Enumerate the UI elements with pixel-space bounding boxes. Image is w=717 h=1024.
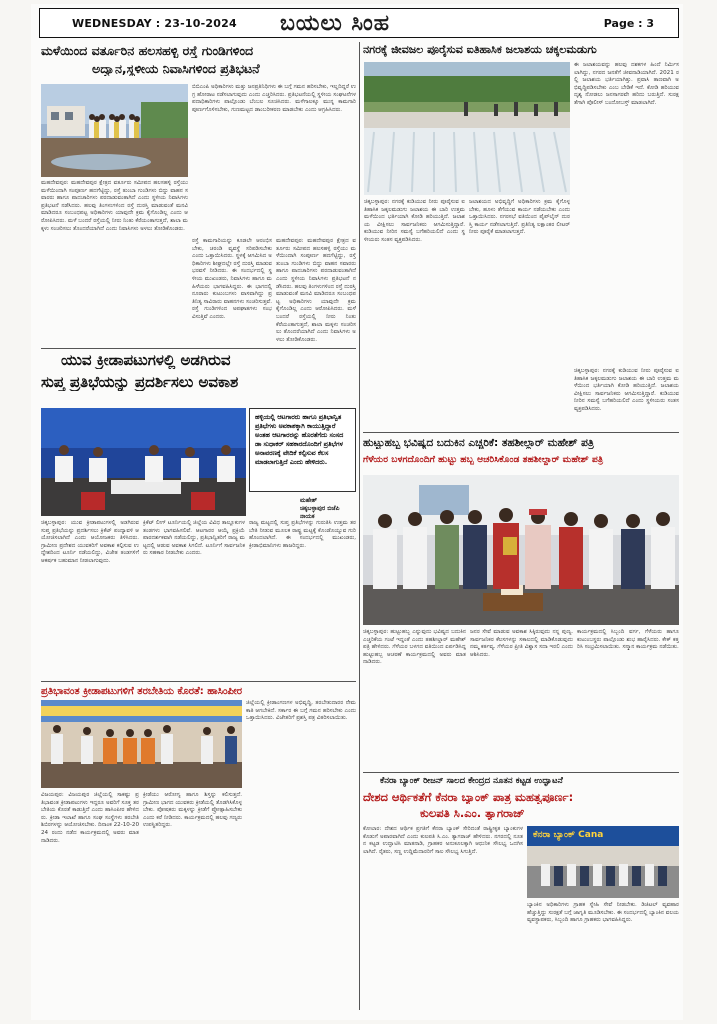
road-body-col2: ರಸ್ತೆ ಕಾಮಗಾರಿಯನ್ನು ಕೂಡಲೇ ಆರಂಭಿಸಬೇಕು, ಚರಂಡಿ ವ್ಯವಸ್ಥೆ ಸರಿಪಡಿಸಬೇಕು ಎಂದು ಒತ್ತಾಯಿಸಿದರು. ಸ್ಥಳಕ್ಕೆ ಆಗಮಿಸಿದ ಅಧಿಕಾರಿಗಳು ಶೀಘ್ರದಲ್ಲೇ ರಸ್ತೆ ದುರಸ್ತಿ ಮಾಡುವ ಭರವಸೆ ನೀಡಿದರು. ಈ ಸಂದರ್ಭದಲ್ಲಿ ಸ್ಥಳೀಯ ಮುಖಂಡರು, ನಿವಾಸಿಗಳು ಹಾಗೂ ಮಹಿಳೆಯರು ಭಾಗವಹಿಸಿದ್ದರು. ಈ ಭಾಗದಲ್ಲಿ ನೂರಾರು ಕುಟುಂಬಗಳು ವಾಸವಾಗಿದ್ದು ಪ್ರತಿನಿತ್ಯ ಸಾವಿರಾರು ವಾಹನಗಳು ಸಂಚರಿಸುತ್ತವೆ. ರಸ್ತೆ ಗುಂಡಿಗಳಿಂದ ಅಪಘಾತಗಳು ಸಂಭವಿಸುತ್ತಿವೆ ಎಂದರು. — [192, 238, 272, 320]
road-headline-1: ಮಳೆಯಿಂದ ವರ್ತೂರಿನ ಹಲಸಹಳ್ಳಿ ರಸ್ತೆ ಗುಂಡಿಗಳಿಂದ — [41, 44, 254, 58]
canara-body-col1: ಕೋಲಾರ: ದೇಶದ ಆರ್ಥಿಕ ಪ್ರಗತಿಗೆ ಕೆನರಾ ಬ್ಯಾಂಕ್ ಸೇರಿದಂತೆ ರಾಷ್ಟ್ರೀಕೃತ ಬ್ಯಾಂಕುಗಳ ಕೊಡುಗೆ ಅಪಾರವಾಗಿದೆ ಎಂದು ಕುಲಪತಿ ಸಿ.ಎಂ. ತ್ಯಾಗರಾಜ್ ಹೇಳಿದರು. ನಗರದಲ್ಲಿ ನೂತನ ಕಟ್ಟಡ ಉದ್ಘಾಟಿಸಿ ಮಾತನಾಡಿ, ಗ್ರಾಹಕರ ಅನುಕೂಲಕ್ಕಾಗಿ ಆಧುನಿಕ ಸೌಲಭ್ಯ ಒದಗಿಸಲಾಗಿದೆ. ರೈತರು, ಸಣ್ಣ ಉದ್ದಿಮೆದಾರರಿಗೆ ಸಾಲ ಸೌಲಭ್ಯ ಸಿಗುತ್ತಿದೆ. — [363, 826, 523, 855]
canara-kicker: ಕೆನರಾ ಬ್ಯಾಂಕ್ ರೀಜನ್ ಸಾಲದ ಕೇಂದ್ರದ ನೂತನ ಕಟ್ಟಡ ಉದ್ಘಾಟನೆ — [380, 777, 563, 786]
tahsildar-body-col3: ಕಾರ್ಯಕ್ರಮದಲ್ಲಿ ಸಿಬ್ಬಂದಿ ವರ್ಗ, ಗೆಳೆಯರು ಹಾಗೂ ಕುಟುಂಬಸ್ಥರು ಪಾಲ್ಗೊಂಡು ಶುಭ ಹಾರೈಸಿದರು. ಕೇಕ್ ಕತ್ತರಿಸಿ ಸಂಭ್ರಮಿಸಲಾಯಿತು. ಸನ್ಮಾನ ಕಾರ್ಯಕ್ರಮ ನಡೆಯಿತು. — [577, 629, 679, 651]
water-body-col3b: ಚಿಕ್ಕಬಳ್ಳಾಪುರ: ನಗರಕ್ಕೆ ಕುಡಿಯುವ ನೀರು ಪೂರೈಸುವ ಐತಿಹಾಸಿಕ ಜಕ್ಕಲಮಡುಗು ಜಲಾಶಯ ಈ ಬಾರಿ ಉತ್ತಮ ಮಳೆಯಿಂದ ಭರ್ತಿಯಾಗಿ ಕೋಡಿ ಹರಿಯುತ್ತಿದೆ. ಜಲಾಶಯ ವೀಕ್ಷಿಸಲು ಸಾರ್ವಜನಿಕರು ಆಗಮಿಸುತ್ತಿದ್ದಾರೆ. ಕುಡಿಯುವ ನೀರಿನ ಸಮಸ್ಯೆ ಬಗೆಹರಿಯಲಿದೆ ಎಂದು ಸ್ಥಳೀಯರು ಸಂತಸ ವ್ಯಕ್ತಪಡಿಸಿದರು. — [574, 368, 679, 412]
section-divider — [41, 348, 356, 349]
sports-quote-box: ಹಳ್ಳಿಯಲ್ಲಿ ಆಟಗಾರರು ಹಾಗೂ ಪ್ರತಿಭಾನ್ವಿತ ಪ್ರತಿಭೆಗಳು ಅವಕಾಶಕ್ಕಾಗಿ ಕಾಯುತ್ತಿದ್ದಾರೆ ಅಂತಹ ಆಟಗಾರರನ್ನು ಹೊರತೆಗೆದು ಸಂಸದ ಡಾ ಸುಧಾಕರ್ ಸಹಕಾರದೊಂದಿಗೆ ಪ್ರತಿಭೆಗಳ ಅನಾವರಣಕ್ಕೆ ವೇದಿಕೆ ಕಲ್ಪಿಸುವ ಕೆಲಸ ಮಾಡಲಾಗುತ್ತಿದೆ ಎಂದು ಹೇಳಿದರು. — [249, 408, 356, 492]
coach-body-col1: ವಿಜಯಪುರ: ವಿಜಯಪುರ ಜಿಲ್ಲೆಯಲ್ಲಿ ಸಾಕಷ್ಟು ಪ್ರತಿಭಾವಂತ ಕ್ರೀಡಾಪಟುಗಳು ಇದ್ದರೂ ಅವರಿಗೆ ಸೂಕ್ತ ತರಬೇತಿಯ ಕೊರತೆ ಕಾಡುತ್ತಿದೆ ಎಂದು ಹಾಸಿಂಪೀರ ಹೇಳಿದರು. ಕ್ರೀಡಾ ಇಲಾಖೆ ಹಾಗೂ ಸಂಘ ಸಂಸ್ಥೆಗಳು ತರಬೇತಿ ಶಿಬಿರಗಳನ್ನು ಆಯೋಜಿಸಬೇಕು. ದಿನಾಂಕ 22-10-2024 ರಂದು ನಡೆದ ಕಾರ್ಯಕ್ರಮದಲ್ಲಿ ಅವರು ಮಾತನಾಡಿದರು. — [41, 792, 139, 844]
coach-headline: ಪ್ರತಿಭಾವಂತ ಕ್ರೀಡಾಪಟುಗಳಿಗೆ ತರಬೇತಿಯ ಕೊರತೆ: ಹಾಸಿಂಪೀರ — [41, 686, 243, 697]
road-body-col1: ಮಹದೇವಪುರ: ಮಹದೇವಪುರ ಕ್ಷೇತ್ರದ ವರ್ತೂರು ಸಮೀಪದ ಹಲಸಹಳ್ಳಿ ರಸ್ತೆಯು ಮಳೆಯಿಂದಾಗಿ ಸಂಪೂರ್ಣ ಹದಗೆಟ್ಟಿದ್ದು, ರಸ್ತೆ ತುಂಬಾ ಗುಂಡಿಗಳು ಬಿದ್ದು ವಾಹನ ಸವಾರರು ಹಾಗೂ ಪಾದಚಾರಿಗಳು ಪರದಾಡುವಂತಾಗಿದೆ ಎಂದು ಸ್ಥಳೀಯ ನಿವಾಸಿಗಳು ಪ್ರತಿಭಟನೆ ನಡೆಸಿದರು. ಹಲವು ತಿಂಗಳುಗಳಿಂದ ರಸ್ತೆ ದುರಸ್ತಿ ಮಾಡುವಂತೆ ಮನವಿ ಮಾಡಿದರೂ ಸಂಬಂಧಪಟ್ಟ ಅಧಿಕಾರಿಗಳು ಯಾವುದೇ ಕ್ರಮ ಕೈಗೊಂಡಿಲ್ಲ ಎಂದು ಆರೋಪಿಸಿದರು. ಮಳೆ ಬಂದರೆ ರಸ್ತೆಯಲ್ಲಿ ನೀರು ನಿಂತು ಕೆರೆಯಂತಾಗುತ್ತದೆ, ಶಾಲಾ ಮಕ್ಕಳು ಸಂಚರಿಸಲು ತೊಂದರೆಯಾಗಿದೆ ಎಂದು ನಿವಾಸಿಗಳು ಅಳಲು ತೋಡಿಕೊಂಡರು. — [41, 180, 188, 232]
tahsildar-body-col2: ಜನರ ಸೇವೆ ಮಾಡುವ ಅವಕಾಶ ಸಿಕ್ಕಿರುವುದು ನನ್ನ ಪುಣ್ಯ. ಸಾರ್ವಜನಿಕರ ಕೆಲಸಗಳನ್ನು ಸಕಾಲದಲ್ಲಿ ಮಾಡಿಕೊಡುವುದು ನಮ್ಮ ಕರ್ತವ್ಯ. ಗೆಳೆಯರ ಪ್ರೀತಿ ವಿಶ್ವಾಸ ಸದಾ ಇರಲಿ ಎಂದು ಆಶಿಸಿದರು. — [470, 629, 573, 658]
road-headline-2: ಅದ್ವಾನ,ಸ್ಥಳೀಯ ನಿವಾಸಿಗಳಿಂದ ಪ್ರತಿಭಟನೆ — [92, 62, 260, 76]
canara-bank-photo — [527, 826, 679, 898]
coach-body-col3: ಜಿಲ್ಲೆಯಲ್ಲಿ ಕ್ರೀಡಾಂಗಣಗಳ ಅಭಿವೃದ್ಧಿ, ತರಬೇತುದಾರರ ನೇಮಕಾತಿ ಆಗಬೇಕಿದೆ. ಸರ್ಕಾರ ಈ ಬಗ್ಗೆ ಗಮನ ಹರಿಸಬೇಕು ಎಂದು ಒತ್ತಾಯಿಸಿದರು. ವಿಜೇತರಿಗೆ ಪ್ರಶಸ್ತಿ ಪತ್ರ ವಿತರಿಸಲಾಯಿತು. — [246, 700, 356, 722]
canara-body-col2: ಬ್ಯಾಂಕಿನ ಅಧಿಕಾರಿಗಳು ಗ್ರಾಹಕ ಸ್ನೇಹಿ ಸೇವೆ ನೀಡಬೇಕು. ಡಿಜಿಟಲ್ ವ್ಯವಹಾರ ಹೆಚ್ಚುತ್ತಿದ್ದು ಸುರಕ್ಷತೆ ಬಗ್ಗೆ ಜಾಗೃತಿ ಮೂಡಿಸಬೇಕು. ಈ ಸಂದರ್ಭದಲ್ಲಿ ಬ್ಯಾಂಕಿನ ವಲಯ ವ್ಯವಸ್ಥಾಪಕರು, ಸಿಬ್ಬಂದಿ ಹಾಗೂ ಗ್ರಾಹಕರು ಭಾಗವಹಿಸಿದ್ದರು. — [527, 902, 679, 924]
sports-headline-2: ಸುಪ್ತ ಪ್ರತಿಭೆಯನ್ನು ಪ್ರದರ್ಶಿಸಲು ಅವಕಾಶ — [41, 374, 239, 391]
water-body-col2: ಜಲಾಶಯದ ಅಭಿವೃದ್ಧಿಗೆ ಅಧಿಕಾರಿಗಳು ಕ್ರಮ ಕೈಗೊಳ್ಳಬೇಕು, ಹೂಳು ತೆಗೆಯುವ ಕಾರ್ಯ ನಡೆಯಬೇಕು ಎಂದು ಒತ್ತಾಯಿಸಿದರು. ನಗರಸಭೆ ವತಿಯಿಂದ ಪೈಪ್‌ಲೈನ್ ದುರಸ್ತಿ ಕಾರ್ಯ ನಡೆಸಲಾಗುತ್ತಿದೆ. ಪ್ರತಿನಿತ್ಯ ಲಕ್ಷಾಂತರ ಲೀಟರ್ ನೀರು ಪೂರೈಕೆ ಮಾಡಲಾಗುತ್ತದೆ. — [469, 199, 570, 236]
section-divider — [363, 772, 679, 773]
coach-body-col2: ಕ್ರೀಡೆಯು ಆರೋಗ್ಯ ಹಾಗೂ ಶಿಸ್ತನ್ನು ಕಲಿಸುತ್ತದೆ. ಗ್ರಾಮೀಣ ಭಾಗದ ಯುವಕರು ಕ್ರೀಡೆಯಲ್ಲಿ ತೊಡಗಿಸಿಕೊಳ್ಳಬೇಕು. ಪೋಷಕರು ಮಕ್ಕಳನ್ನು ಕ್ರೀಡೆಗೆ ಪ್ರೋತ್ಸಾಹಿಸಬೇಕು ಎಂದು ಕರೆ ನೀಡಿದರು. ಕಾರ್ಯಕ್ರಮದಲ್ಲಿ ಹಲವು ಗಣ್ಯರು ಉಪಸ್ಥಿತರಿದ್ದರು. — [143, 792, 242, 829]
sports-body-col3: ರಾಜ್ಯ ಮಟ್ಟದಲ್ಲಿ ಸುಪ್ತ ಪ್ರತಿಭೆಗಳನ್ನು ಗುರುತಿಸಿ ಉತ್ತಮ ತರಬೇತಿ ನೀಡುವ ಮೂಲಕ ರಾಷ್ಟ್ರ ಮಟ್ಟಕ್ಕೆ ಕೊಂಡೊಯ್ಯುವ ಗುರಿ ಹೊಂದಲಾಗಿದೆ. ಈ ಸಂದರ್ಭದಲ್ಲಿ ಮುಖಂಡರು, ಕ್ರೀಡಾಭಿಮಾನಿಗಳು ಹಾಜರಿದ್ದರು. — [249, 520, 356, 549]
sports-body-col2: ಕ್ರಿಕೆಟ್ ಲೀಗ್ ಟೂರ್ನಿಯಲ್ಲಿ ಜಿಲ್ಲೆಯ ವಿವಿಧ ತಾಲ್ಲೂಕುಗಳ ತಂಡಗಳು ಭಾಗವಹಿಸಲಿವೆ. ಆಟಗಾರರ ಆಯ್ಕೆ ಪ್ರಕ್ರಿಯೆ ಪಾರದರ್ಶಕವಾಗಿ ನಡೆಯಲಿದ್ದು, ಪ್ರತಿಭಾನ್ವಿತರಿಗೆ ರಾಜ್ಯ ಮಟ್ಟದಲ್ಲಿ ಆಡುವ ಅವಕಾಶ ಸಿಗಲಿದೆ. ಟೂರ್ನಿಗೆ ಸಾರ್ವಜನಿಕರು ಸಹಕಾರ ನೀಡಬೇಕು ಎಂದರು. — [143, 520, 245, 557]
newspaper-title: ಬಯಲು ಸಿಂಹ — [280, 10, 391, 36]
sports-quote-signature: ಮಹೇಶ್ ಚಿಕ್ಕಬಳ್ಳಾಪುರ ಬಿಜೆಪಿ ನಾಯಕ — [300, 497, 340, 520]
road-protest-photo — [41, 84, 188, 177]
column-divider — [359, 42, 360, 1010]
reservoir-photo — [364, 62, 570, 195]
edition-date: WEDNESDAY : 23-10-2024 — [72, 17, 237, 30]
page-number: Page : 3 — [603, 17, 654, 30]
tahsildar-headline-2: ಗೆಳೆಯರ ಬಳಗದೊಂದಿಗೆ ಹುಟ್ಟು ಹಬ್ಬ ಆಚರಿಸಿಕೊಂಡ ತಹಶೀಲ್ದಾರ್ ಮಹೇಶ್ ಪತ್ರಿ — [363, 455, 604, 465]
water-headline: ನಗರಕ್ಕೆ ಜೀವಜಲ ಪೂರೈಸುವ ಐತಿಹಾಸಿಕ ಜಲಾಶಯ ಚಕ್ಕಲಮಡುಗು — [363, 44, 597, 56]
section-divider — [41, 681, 356, 682]
birthday-celebration-photo — [363, 475, 679, 625]
road-body-col3: ಬಿಬಿಎಂಪಿ ಅಧಿಕಾರಿಗಳು ಮತ್ತು ಜನಪ್ರತಿನಿಧಿಗಳು ಈ ಬಗ್ಗೆ ಗಮನ ಹರಿಸಬೇಕು, ಇಲ್ಲದಿದ್ದರೆ ಉಗ್ರ ಹೋರಾಟ ನಡೆಸಲಾಗುವುದು ಎಂದು ಎಚ್ಚರಿಸಿದರು. ಪ್ರತಿಭಟನೆಯಲ್ಲಿ ಸ್ಥಳೀಯ ಸಂಘಟನೆಗಳ ಪದಾಧಿಕಾರಿಗಳು ಪಾಲ್ಗೊಂಡು ಬೆಂಬಲ ಸೂಚಿಸಿದರು. ಮಳೆಗಾಲಕ್ಕೂ ಮುನ್ನ ಕಾಮಗಾರಿ ಪೂರ್ಣಗೊಳಿಸಬೇಕು, ಗುಣಮಟ್ಟದ ಡಾಂಬರೀಕರಣ ಮಾಡಬೇಕು ಎಂದು ಆಗ್ರಹಿಸಿದರು. — [192, 84, 356, 113]
masthead — [39, 8, 679, 38]
tahsildar-headline-1: ಹುಟ್ಟುಹಬ್ಬ ಭವಿಷ್ಯದ ಬದುಕಿನ ಎಚ್ಚರಿಕೆ: ತಹಶೀಲ್ದಾರ್ ಮಹೇಶ್ ಪತ್ರಿ — [363, 437, 594, 449]
canara-headline-2: ಕುಲಪತಿ ಸಿ.ಎಂ. ತ್ಯಾಗರಾಜ್ — [420, 807, 525, 820]
water-body-col1: ಚಿಕ್ಕಬಳ್ಳಾಪುರ: ನಗರಕ್ಕೆ ಕುಡಿಯುವ ನೀರು ಪೂರೈಸುವ ಐತಿಹಾಸಿಕ ಜಕ್ಕಲಮಡುಗು ಜಲಾಶಯ ಈ ಬಾರಿ ಉತ್ತಮ ಮಳೆಯಿಂದ ಭರ್ತಿಯಾಗಿ ಕೋಡಿ ಹರಿಯುತ್ತಿದೆ. ಜಲಾಶಯ ವೀಕ್ಷಿಸಲು ಸಾರ್ವಜನಿಕರು ಆಗಮಿಸುತ್ತಿದ್ದಾರೆ. ಕುಡಿಯುವ ನೀರಿನ ಸಮಸ್ಯೆ ಬಗೆಹರಿಯಲಿದೆ ಎಂದು ಸ್ಥಳೀಯರು ಸಂತಸ ವ್ಯಕ್ತಪಡಿಸಿದರು. — [364, 199, 465, 243]
section-divider — [363, 432, 679, 433]
sports-body-col1: ಚಿಕ್ಕಬಳ್ಳಾಪುರ: ಯುವ ಕ್ರೀಡಾಪಟುಗಳಲ್ಲಿ ಅಡಗಿರುವ ಸುಪ್ತ ಪ್ರತಿಭೆಯನ್ನು ಪ್ರದರ್ಶಿಸಲು ಕ್ರಿಕೆಟ್ ಪಂದ್ಯಾವಳಿ ಆಯೋಜಿಸಲಾಗಿದೆ ಎಂದು ಆಯೋಜಕರು ತಿಳಿಸಿದರು. ಗ್ರಾಮೀಣ ಪ್ರದೇಶದ ಯುವಕರಿಗೆ ಅವಕಾಶ ಕಲ್ಪಿಸುವ ಉದ್ದೇಶದಿಂದ ಟೂರ್ನಿ ನಡೆಯಲಿದ್ದು, ವಿಜೇತ ತಂಡಗಳಿಗೆ ಆಕರ್ಷಕ ಬಹುಮಾನ ನೀಡಲಾಗುವುದು. — [41, 520, 139, 564]
water-body-col3: ಈ ಜಲಾಶಯವನ್ನು ಹಲವು ದಶಕಗಳ ಹಿಂದೆ ನಿರ್ಮಿಸಲಾಗಿದ್ದು, ನಗರದ ಜನತೆಗೆ ಜೀವನಾಡಿಯಾಗಿದೆ. 2021 ರಲ್ಲಿ ಜಲಾಶಯ ಭರ್ತಿಯಾಗಿತ್ತು. ಪ್ರವಾಸಿ ತಾಣವಾಗಿ ಅಭಿವೃದ್ಧಿಪಡಿಸಬೇಕು ಎಂಬ ಬೇಡಿಕೆ ಇದೆ. ಕೋಡಿ ಹರಿಯುವ ದೃಶ್ಯ ನೋಡಲು ಜನಸಾಗರವೇ ಹರಿದು ಬರುತ್ತಿದೆ. ಸುರಕ್ಷತೆಗಾಗಿ ಪೊಲೀಸ್ ಬಂದೋಬಸ್ತ್ ಮಾಡಲಾಗಿದೆ. — [574, 62, 679, 106]
coach-award-photo — [41, 700, 242, 788]
sports-headline-1: ಯುವ ಕ್ರೀಡಾಪಟುಗಳಲ್ಲಿ ಅಡಗಿರುವ — [61, 352, 231, 369]
road-body-col2b: ಮಹದೇವಪುರ: ಮಹದೇವಪುರ ಕ್ಷೇತ್ರದ ವರ್ತೂರು ಸಮೀಪದ ಹಲಸಹಳ್ಳಿ ರಸ್ತೆಯು ಮಳೆಯಿಂದಾಗಿ ಸಂಪೂರ್ಣ ಹದಗೆಟ್ಟಿದ್ದು, ರಸ್ತೆ ತುಂಬಾ ಗುಂಡಿಗಳು ಬಿದ್ದು ವಾಹನ ಸವಾರರು ಹಾಗೂ ಪಾದಚಾರಿಗಳು ಪರದಾಡುವಂತಾಗಿದೆ ಎಂದು ಸ್ಥಳೀಯ ನಿವಾಸಿಗಳು ಪ್ರತಿಭಟನೆ ನಡೆಸಿದರು. ಹಲವು ತಿಂಗಳುಗಳಿಂದ ರಸ್ತೆ ದುರಸ್ತಿ ಮಾಡುವಂತೆ ಮನವಿ ಮಾಡಿದರೂ ಸಂಬಂಧಪಟ್ಟ ಅಧಿಕಾರಿಗಳು ಯಾವುದೇ ಕ್ರಮ ಕೈಗೊಂಡಿಲ್ಲ ಎಂದು ಆರೋಪಿಸಿದರು. ಮಳೆ ಬಂದರೆ ರಸ್ತೆಯಲ್ಲಿ ನೀರು ನಿಂತು ಕೆರೆಯಂತಾಗುತ್ತದೆ, ಶಾಲಾ ಮಕ್ಕಳು ಸಂಚರಿಸಲು ತೊಂದರೆಯಾಗಿದೆ ಎಂದು ನಿವಾಸಿಗಳು ಅಳಲು ತೋಡಿಕೊಂಡರು. — [276, 238, 356, 343]
canara-headline-1: ದೇಶದ ಆರ್ಥಿಕತೆಗೆ ಕೆನರಾ ಬ್ಯಾಂಕ್ ಪಾತ್ರ ಮಹತ್ವಪೂರ್ಣ: — [363, 791, 574, 804]
tahsildar-body-col1: ಚಿಕ್ಕಬಳ್ಳಾಪುರ: ಹುಟ್ಟುಹಬ್ಬ ಎನ್ನುವುದು ಭವಿಷ್ಯದ ಬದುಕಿನ ಎಚ್ಚರಿಕೆಯ ಗಂಟೆ ಇದ್ದಂತೆ ಎಂದು ತಹಶೀಲ್ದಾರ್ ಮಹೇಶ್ ಪತ್ರಿ ಹೇಳಿದರು. ಗೆಳೆಯರ ಬಳಗದ ವತಿಯಿಂದ ಏರ್ಪಡಿಸಿದ್ದ ಹುಟ್ಟುಹಬ್ಬ ಆಚರಣೆ ಕಾರ್ಯಕ್ರಮದಲ್ಲಿ ಅವರು ಮಾತನಾಡಿದರು. — [363, 629, 466, 666]
canara-sign-text: ಕೆನರಾ ಬ್ಯಾಂಕ್ Cana — [533, 830, 604, 840]
sports-meeting-photo — [41, 408, 246, 516]
